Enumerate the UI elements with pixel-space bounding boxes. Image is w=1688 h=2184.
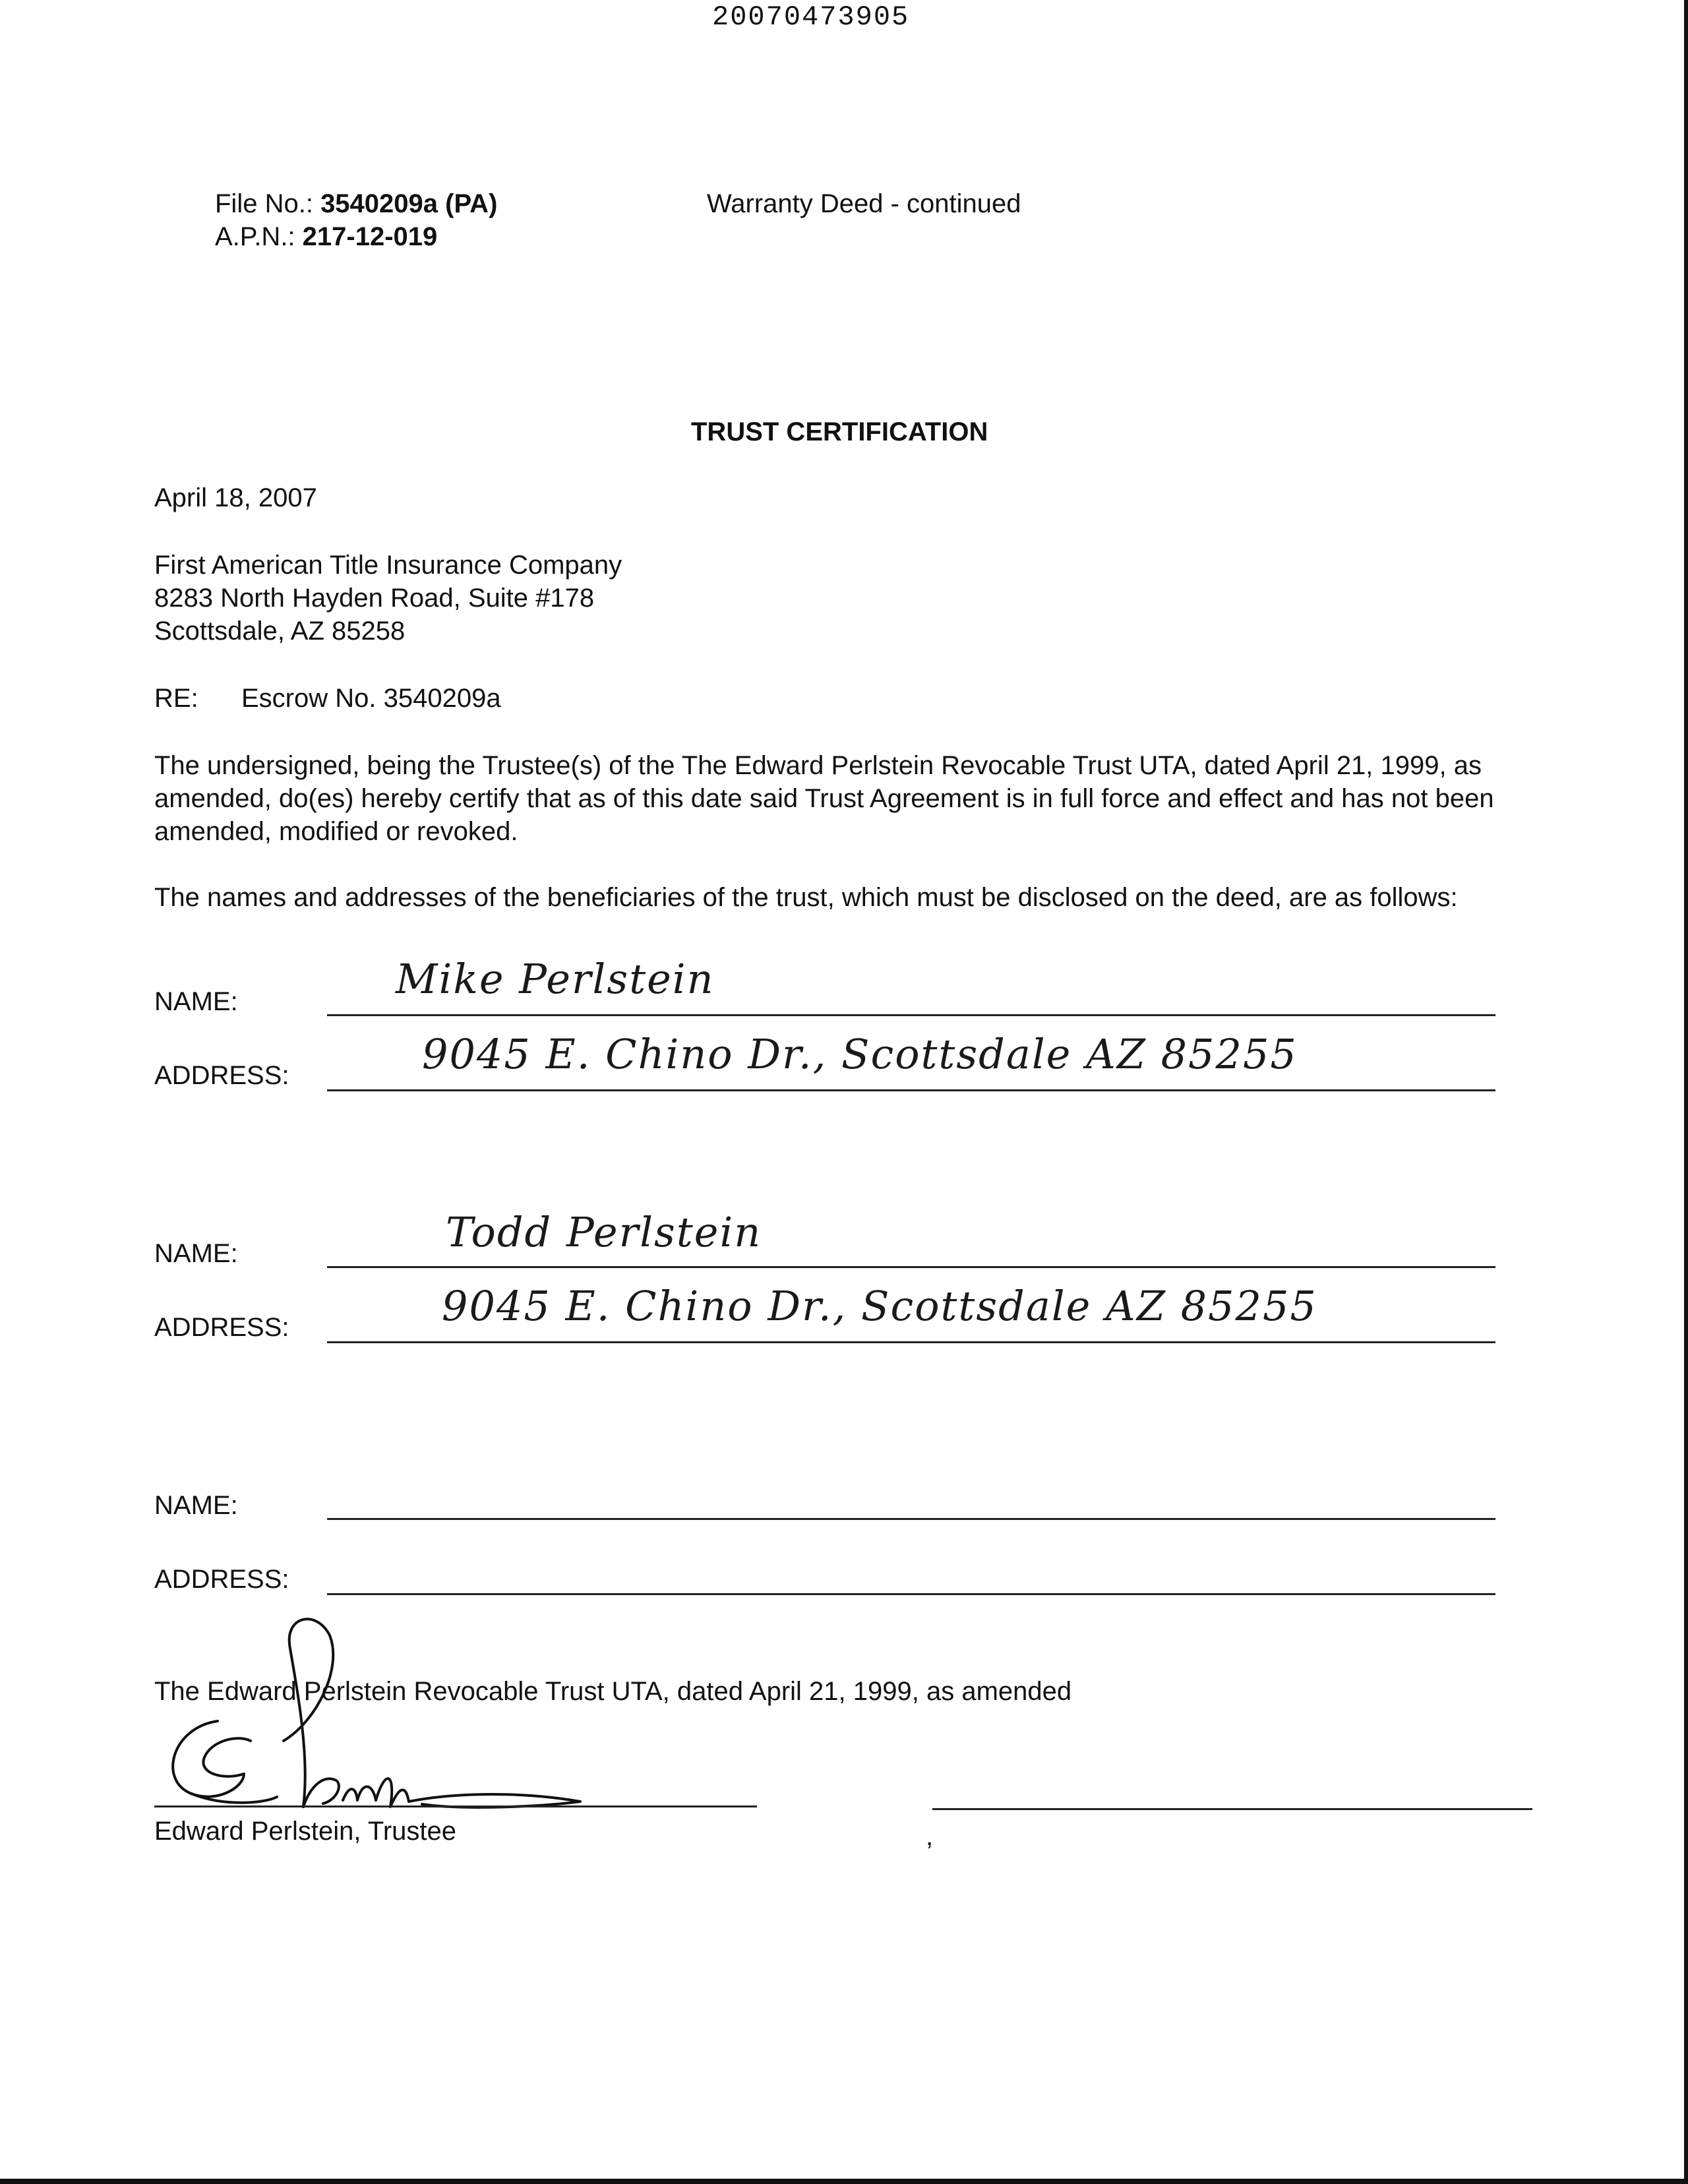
beneficiaries-intro: The names and addresses of the beneficiaries of the trust, which must be disclosed on the deed, are as follows:	[154, 883, 1458, 912]
beneficiary-3-address-line	[327, 1593, 1495, 1595]
addressee-line-2: 8283 North Hayden Road, Suite #178	[154, 584, 595, 613]
scan-edge-right	[1684, 0, 1688, 2184]
letter-date: April 18, 2007	[154, 483, 317, 512]
address-label: ADDRESS:	[154, 1565, 289, 1594]
trust-name-line: The Edward Perlstein Revocable Trust UTA, dated April 21, 1999, as amended	[154, 1677, 1072, 1706]
trustee-signature	[145, 1609, 620, 1820]
scan-edge-bottom	[0, 2179, 1688, 2184]
beneficiary-1-address: 9045 E. Chino Dr., Scottsdale AZ 85255	[422, 1030, 1298, 1078]
beneficiary-3-name-line	[327, 1518, 1495, 1520]
beneficiary-2-address: 9045 E. Chino Dr., Scottsdale AZ 85255	[442, 1282, 1317, 1330]
page-title: TRUST CERTIFICATION	[691, 417, 988, 446]
certification-paragraph: The undersigned, being the Trustee(s) of the The Edward Perlstein Revocable Trust UTA, dated April 21, 1999, as amended, do(es) hereby certify that as of this date said Trust Agreement is in full force and effect and has not been amended, modified or revoked.	[154, 751, 1494, 846]
name-label: NAME:	[154, 1491, 238, 1520]
beneficiary-2-name: Todd Perlstein	[446, 1208, 762, 1256]
signer-name: Edward Perlstein, Trustee	[154, 1817, 456, 1846]
file-number-row	[215, 187, 497, 220]
addressee-line-3: Scottsdale, AZ 85258	[154, 617, 406, 646]
beneficiary-2-name-line	[327, 1266, 1495, 1268]
file-number-value: 3540209a (PA)	[320, 189, 498, 218]
address-label: ADDRESS:	[154, 1061, 289, 1090]
apn-label: A.P.N.:	[215, 222, 295, 251]
beneficiary-2-address-line	[327, 1341, 1495, 1343]
name-label: NAME:	[154, 1239, 238, 1268]
beneficiary-1-address-line	[327, 1089, 1495, 1091]
document-number: 20070473905	[712, 1, 910, 33]
apn-value: 217-12-019	[302, 222, 438, 251]
second-signer-mark: ,	[926, 1822, 934, 1851]
escrow-number: Escrow No. 3540209a	[241, 684, 501, 713]
address-label: ADDRESS:	[154, 1313, 289, 1342]
re-label: RE:	[154, 684, 198, 713]
name-label: NAME:	[154, 987, 238, 1016]
second-signature-line	[932, 1808, 1532, 1810]
beneficiary-1-name-line	[327, 1014, 1495, 1016]
apn-row	[215, 220, 437, 253]
beneficiary-1-name: Mike Perlstein	[396, 955, 715, 1003]
trustee-signature-line	[154, 1805, 757, 1807]
addressee-line-1: First American Title Insurance Company	[154, 551, 622, 580]
file-number-label: File No.:	[215, 189, 313, 218]
document-type: Warranty Deed - continued	[707, 189, 1021, 218]
